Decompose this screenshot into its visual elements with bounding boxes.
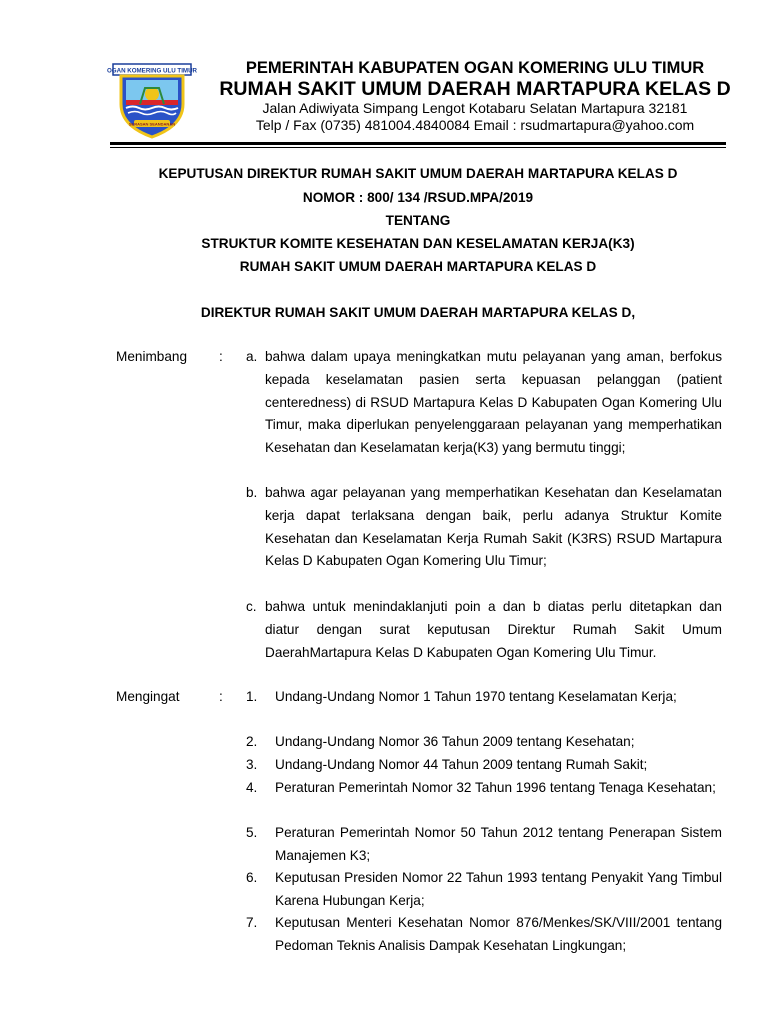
mengingat-marker-1: 1. [246, 689, 258, 704]
mengingat-marker-4: 4. [246, 780, 258, 795]
menimbang-label: Menimbang [116, 349, 188, 364]
decree-subject-line-2: RUMAH SAKIT UMUM DAERAH MARTAPURA KELAS D [239, 259, 597, 274]
mengingat-item-5: Peraturan Pemerintah Nomor 50 Tahun 2012 tentang Penerapan Sistem Manajemen K3; [275, 825, 722, 863]
decree-heading: KEPUTUSAN DIREKTUR RUMAH SAKIT UMUM DAERAH MARTAPURA KELAS D [158, 166, 678, 181]
decree-director: DIREKTUR RUMAH SAKIT UMUM DAERAH MARTAPURA KELAS D, [200, 305, 636, 320]
letterhead [205, 58, 745, 134]
logo-text-top: OGAN KOMERING ULU TIMUR [107, 67, 197, 75]
mengingat-item-1: Undang-Undang Nomor 1 Tahun 1970 tentang Keselamatan Kerja; [275, 689, 677, 704]
decree-subject-line-1: STRUKTUR KOMITE KESEHATAN DAN KESELAMATAN KERJA(K3) [201, 236, 635, 251]
letterhead-address: Jalan Adiwiyata Simpang Lengot Kotabaru Selatan Martapura 32181 [262, 100, 688, 116]
mengingat-marker-2: 2. [246, 734, 258, 749]
mengingat-item-3: Undang-Undang Nomor 44 Tahun 2009 tentang Rumah Sakit; [275, 757, 648, 772]
menimbang-item-c: bahwa untuk menindaklanjuti poin a dan b diatas perlu ditetapkan dan diatur dengan surat keputusan Direktur Rumah Sakit Umum DaerahMartapura Kelas D Kabupaten Ogan Komering Ulu Timur. [265, 599, 722, 660]
decree-number: NOMOR : 800/ 134 /RSUD.MPA/2019 [302, 190, 534, 205]
menimbang-marker-a: a. [246, 349, 258, 364]
menimbang-colon: : [219, 349, 223, 364]
regency-logo-icon [107, 60, 197, 140]
letterhead-rule-thin [110, 147, 726, 148]
mengingat-marker-6: 6. [246, 870, 258, 885]
menimbang-marker-b: b. [246, 485, 258, 500]
mengingat-item-2: Undang-Undang Nomor 36 Tahun 2009 tentang Kesehatan; [275, 734, 635, 749]
logo-text-bottom: SERASAN SEANDANAN [128, 121, 176, 127]
letterhead-rule-thick [110, 142, 726, 145]
decree-about: TENTANG [385, 213, 451, 228]
mengingat-label: Mengingat [116, 689, 180, 704]
letterhead-government: PEMERINTAH KABUPATEN OGAN KOMERING ULU TIMUR [245, 59, 705, 77]
mengingat-item-6: Keputusan Presiden Nomor 22 Tahun 1993 tentang Penyakit Yang Timbul Karena Hubungan Kerja; [275, 870, 722, 908]
menimbang-item-a: bahwa dalam upaya meningkatkan mutu pelayanan yang aman, berfokus kepada keselamatan pasien serta kepuasan pelanggan (patient centeredness) di RSUD Martapura Kelas D Kabupaten Ogan Komering Ulu Timur, maka diperlukan penyelenggaraan pelayanan yang memperhatikan Kesehatan dan Keselamatan kerja(K3) yang bermutu tinggi; [265, 349, 722, 456]
letterhead-hospital-name: RUMAH SAKIT UMUM DAERAH MARTAPURA KELAS D [219, 78, 731, 100]
mengingat-marker-3: 3. [246, 757, 258, 772]
mengingat-item-7: Keputusan Menteri Kesehatan Nomor 876/Menkes/SK/VIII/2001 tentang Pedoman Teknis Analisis Dampak Kesehatan Lingkungan; [275, 915, 722, 953]
mengingat-item-4: Peraturan Pemerintah Nomor 32 Tahun 1996 tentang Tenaga Kesehatan; [275, 780, 716, 795]
mengingat-colon: : [219, 689, 223, 704]
letterhead-contact: Telp / Fax (0735) 481004.4840084 Email : rsudmartapura@yahoo.com [255, 117, 695, 133]
mengingat-marker-5: 5. [246, 825, 258, 840]
menimbang-marker-c: c. [246, 599, 257, 614]
menimbang-item-b: bahwa agar pelayanan yang memperhatikan Kesehatan dan Keselamatan kerja dapat terlaksana dengan baik, perlu adanya Struktur Komite Kesehatan dan Keselamatan Kerja Rumah Sakit (K3RS) RSUD Martapura Kelas D Kabupaten Ogan Komering Ulu Timur; [265, 485, 722, 569]
mengingat-marker-7: 7. [246, 915, 258, 930]
